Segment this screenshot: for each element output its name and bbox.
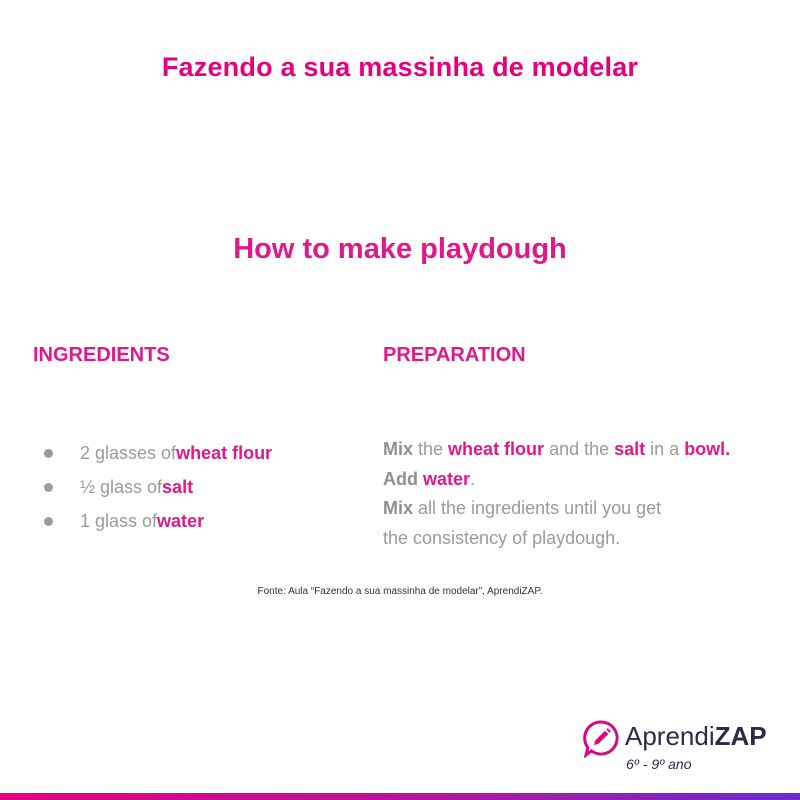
- card-title: How to make playdough: [233, 233, 567, 265]
- page-title: Fazendo a sua massinha de modelar: [161, 52, 639, 82]
- bullet-icon: [44, 483, 53, 492]
- prep-line: Mix all the ingredients until you get: [383, 498, 662, 518]
- source-caption: Fonte: Aula “Fazendo a sua massinha de modelar”, AprendiZAP.: [257, 586, 543, 597]
- ingredients-heading: INGREDIENTS: [33, 344, 170, 366]
- aprendizap-logo: [583, 718, 793, 778]
- ingredient-quantity: 2 glasses of: [80, 442, 177, 463]
- bullet-icon: [44, 449, 53, 458]
- preparation-heading: PREPARATION: [383, 344, 526, 366]
- bottom-gradient-bar: [0, 793, 800, 800]
- prep-line: the consistency of playdough.: [383, 527, 621, 548]
- pencil-chat-icon: [583, 720, 619, 758]
- list-item: [44, 436, 272, 470]
- list-item: [44, 504, 272, 538]
- ingredients-list: [44, 436, 272, 538]
- logo-wordmark: AprendiZAP: [625, 721, 767, 751]
- list-item: [44, 470, 272, 504]
- ingredient-name: water: [157, 510, 205, 531]
- ingredient-quantity: 1 glass of: [80, 510, 158, 531]
- prep-line: Add water.: [383, 468, 476, 489]
- prep-line: Mix the wheat flour and the salt in a bowl.: [383, 439, 731, 459]
- logo-subtitle: 6º - 9º ano: [626, 756, 692, 772]
- ingredient-name: salt: [162, 476, 194, 497]
- bullet-icon: [44, 517, 53, 526]
- ingredient-quantity: ½ glass of: [80, 476, 163, 497]
- ingredient-name: wheat flour: [176, 442, 273, 463]
- preparation-steps: [383, 437, 783, 555]
